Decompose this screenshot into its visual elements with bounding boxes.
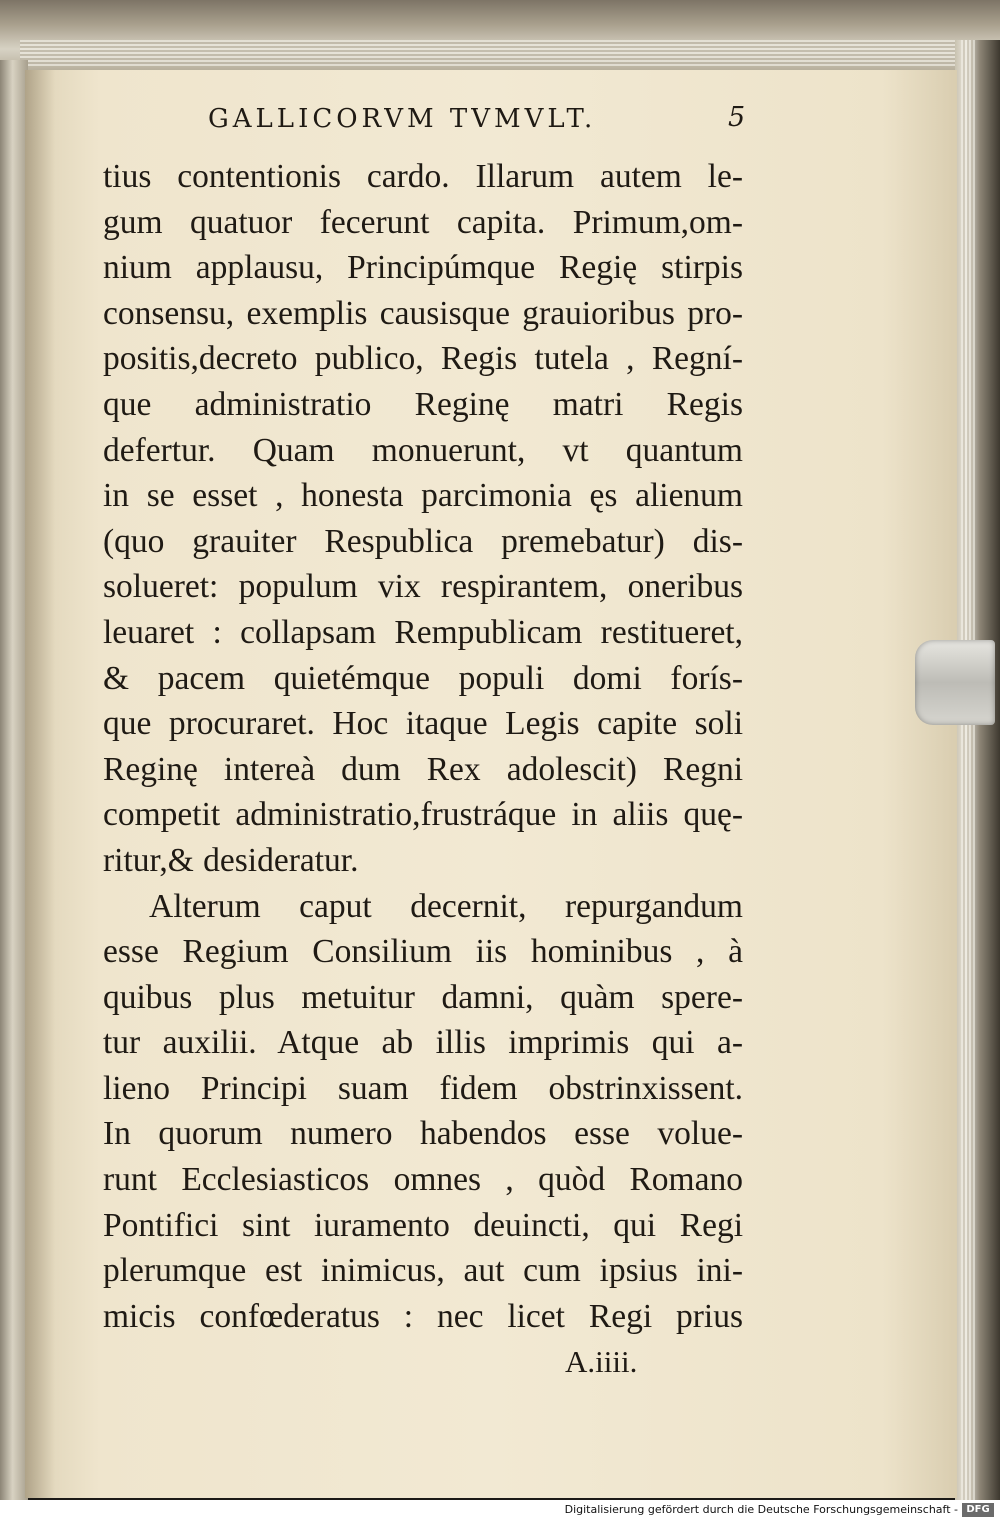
text-line: Reginę intereà dum Rex adolescit) Regni xyxy=(103,750,743,788)
text-line: gum quatuor fecerunt capita. Primum,om- xyxy=(103,203,743,241)
footer-bar xyxy=(0,1500,1000,1521)
page-gutter-shadow xyxy=(25,70,55,1498)
text-line: plerumque est inimicus, aut cum ipsius ini- xyxy=(103,1252,743,1290)
dfg-logo-icon: DFG xyxy=(962,1503,994,1517)
running-head: GALLICORVM TVMVLT. xyxy=(208,104,597,134)
text-line: tius contentionis cardo. Illarum autem le- xyxy=(103,158,743,195)
text-line: in se esset , honesta parcimonia ęs alienum xyxy=(103,477,743,515)
paragraph-first-line: Alterum caput decernit, repurgandum xyxy=(149,887,743,925)
text-line: defertur. Quam monuerunt, vt quantum xyxy=(103,431,743,469)
text-line: tur auxilii. Atque ab illis imprimis qui a- xyxy=(103,1024,743,1062)
text-line: que procuraret. Hoc itaque Legis capite soli xyxy=(103,705,743,743)
text-line: leuaret : collapsam Rempublicam restitueret, xyxy=(103,613,743,651)
text-line: quibus plus metuitur damni, quàm spere- xyxy=(103,978,743,1016)
page-header xyxy=(103,92,746,154)
text-line: que administratio Reginę matri Regis xyxy=(103,385,743,423)
text-line: positis,decreto publico, Regis tutela , Regní- xyxy=(103,340,743,378)
book-top-edge xyxy=(0,0,1000,70)
text-line: nium applausu, Principúmque Regię stirpis xyxy=(103,249,743,287)
text-line: (quo grauiter Respublica premebatur) dis- xyxy=(103,522,743,560)
page-number: 5 xyxy=(728,102,746,133)
text-line: runt Ecclesiasticos omnes , quòd Romano xyxy=(103,1161,743,1199)
text-line: consensu, exemplis causisque grauioribus pro- xyxy=(103,294,743,332)
text-line: lieno Principi suam fidem obstrinxissent. xyxy=(103,1069,743,1107)
text-line: In quorum numero habendos esse volue- xyxy=(103,1115,743,1153)
funding-credit: Digitalisierung gefördert durch die Deutsche Forschungsgemeinschaft - xyxy=(564,1503,958,1516)
page-text-block xyxy=(103,92,746,1384)
page-holder-clip xyxy=(915,640,995,725)
text-line: competit administratio,frustráque in aliis quę- xyxy=(103,796,743,834)
text-line: solueret: populum vix respirantem, oneribus xyxy=(103,568,743,606)
signature-mark: A.iiii. xyxy=(565,1344,638,1380)
text-line: esse Regium Consilium iis hominibus , à xyxy=(103,933,743,971)
text-line: Pontifici sint iuramento deuincti, qui Regi xyxy=(103,1206,743,1244)
text-line: ritur,& desideratur. xyxy=(103,841,359,879)
book-left-binding xyxy=(0,60,28,1500)
text-line: & pacem quietémque populi domi forís- xyxy=(103,659,743,697)
text-line: micis confœderatus : nec licet Regi prius xyxy=(103,1297,743,1335)
book-fore-edge xyxy=(955,40,1000,1500)
